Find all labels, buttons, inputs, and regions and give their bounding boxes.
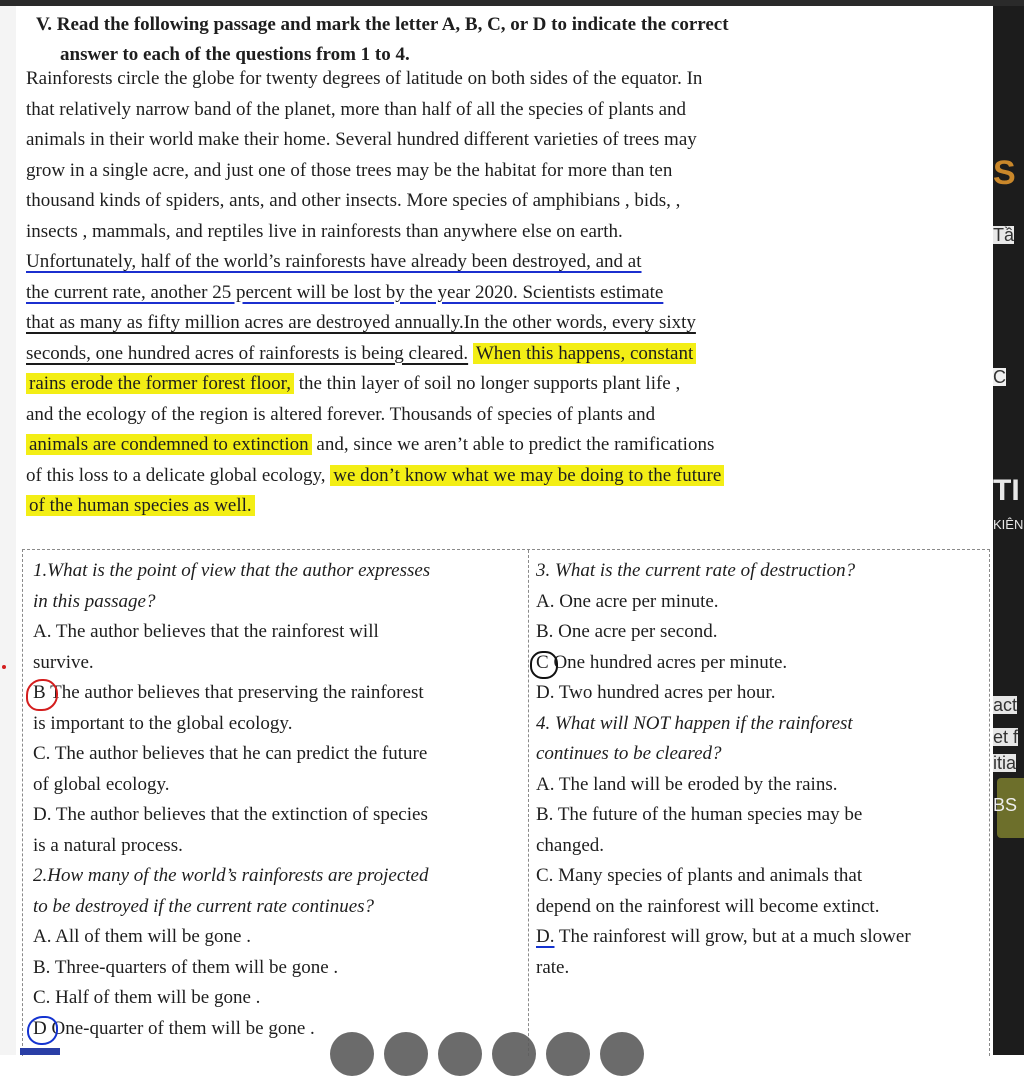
passage-line: Rainforests circle the globe for twenty degrees of latitude on both sides of the equator. In: [26, 68, 703, 89]
passage-line: insects , mammals, and reptiles live in rainforests than anywhere else on earth.: [26, 220, 623, 242]
column-divider: [528, 550, 529, 1056]
edge-text-fragment: C: [993, 367, 1006, 387]
edge-text-fragment: KIÊN: [993, 517, 1024, 532]
passage-line: grow in a single acre, and just one of those trees may be the habitat for more than ten: [26, 159, 673, 181]
highlighted-phrase: rains erode the former forest floor,: [26, 373, 294, 394]
toolbar-button[interactable]: [600, 1032, 644, 1076]
highlighted-phrase: When this happens, constant: [473, 343, 696, 364]
passage-line-underlined: Unfortunately, half of the world’s rainforests have already been destroyed, and at: [26, 251, 642, 272]
q2-option-b: B. Three-quarters of them will be gone .: [33, 956, 339, 978]
highlighted-phrase: we don’t know what we may be doing to the future: [330, 465, 724, 486]
passage-text: of this loss to a delicate global ecology,: [26, 464, 331, 486]
question-1-stem: 1.What is the point of view that the author expresses: [33, 560, 431, 581]
passage-line-underlined: the current rate, another 25 percent will be lost by the year 2020. Scientists estimate: [26, 281, 664, 303]
exercise-heading: [36, 10, 896, 70]
toolbar-button[interactable]: [546, 1032, 590, 1076]
reading-passage: [26, 64, 886, 522]
left-gutter: [0, 6, 16, 1055]
edge-text-fragment: S: [993, 154, 1016, 192]
q1-option-a: survive.: [33, 651, 94, 673]
question-3-stem: 3. What is the current rate of destruction?: [536, 560, 856, 581]
q3-option-d: D. Two hundred acres per hour.: [536, 682, 776, 703]
floating-toolbar: [330, 1032, 660, 1055]
questions-right-column: [536, 556, 988, 983]
edge-text-fragment: TI: [993, 474, 1020, 507]
q3-option-c: [536, 648, 988, 679]
q1-option-b-text: The author believes that preserving the rainforest: [45, 682, 424, 703]
questions-table: [22, 549, 990, 1056]
highlighted-phrase: of the human species as well.: [26, 495, 255, 516]
black-circle-mark: [530, 651, 558, 679]
highlighted-phrase: animals are condemned to extinction: [26, 434, 312, 455]
passage-line: [26, 339, 886, 370]
q4-option-c: C. Many species of plants and animals that: [536, 865, 863, 886]
q2-answer-mark: [33, 1014, 47, 1045]
document-page: [16, 6, 993, 1055]
q4-option-b: B. The future of the human species may be: [536, 804, 863, 825]
q4-option-d: [536, 922, 988, 953]
edge-text-fragment: et f: [993, 727, 1019, 747]
passage-line: thousand kinds of spiders, ants, and other insects. More species of amphibians , bids, ,: [26, 190, 681, 211]
q4-option-b: changed.: [536, 834, 605, 856]
passage-line: [26, 369, 886, 400]
q3-option-b: B. One acre per second.: [536, 621, 718, 642]
passage-line-underlined: that as many as fifty million acres are destroyed annually.In the other words, every sixty: [26, 312, 696, 333]
q2-option-a: A. All of them will be gone .: [33, 926, 251, 947]
edge-text-fragment: Tầ: [993, 225, 1015, 245]
question-2-stem: to be destroyed if the current rate continues?: [33, 895, 375, 917]
bottom-blue-strip: [20, 1048, 60, 1055]
passage-line: animals in their world make their home. Several hundred different varieties of trees may: [26, 129, 697, 150]
questions-left-column: [33, 556, 523, 1044]
edge-text-fragment: BS: [993, 795, 1018, 815]
heading-line-1: V. Read the following passage and mark the letter A, B, C, or D to indicate the correct: [36, 14, 729, 35]
toolbar-button[interactable]: [438, 1032, 482, 1076]
edge-text-fragment: act: [993, 695, 1018, 715]
q1-option-b: is important to the global ecology.: [33, 712, 293, 734]
q4-option-c: depend on the rainforest will become extinct.: [536, 895, 880, 917]
q1-option-a: A. The author believes that the rainforest will: [33, 621, 379, 642]
passage-line: [26, 461, 886, 492]
q1-option-d: D. The author believes that the extinction of species: [33, 804, 428, 825]
q4-option-a: A. The land will be eroded by the rains.: [536, 773, 838, 795]
question-2-stem: 2.How many of the world’s rainforests are projected: [33, 865, 429, 886]
q2-option-d-letter: D: [33, 1017, 47, 1039]
q3-option-a: A. One acre per minute.: [536, 590, 719, 612]
q1-option-c: C. The author believes that he can predict the future: [33, 743, 428, 764]
toolbar-button[interactable]: [492, 1032, 536, 1076]
stray-red-mark: [2, 665, 6, 669]
blue-circle-mark: [27, 1016, 58, 1045]
heading-line-2: answer to each of the questions from 1 to 4.: [60, 44, 410, 65]
underlined-phrase: seconds, one hundred acres of rainforests is being cleared.: [26, 342, 469, 364]
q2-option-c: C. Half of them will be gone .: [33, 987, 261, 1008]
toolbar-button[interactable]: [384, 1032, 428, 1076]
q4-answer-mark: D.: [536, 926, 555, 947]
passage-line: that relatively narrow band of the planet, more than half of all the species of plants and: [26, 98, 687, 120]
q1-option-b-letter: B: [33, 682, 46, 703]
q4-option-d: rate.: [536, 956, 570, 978]
background-window-edge: [993, 6, 1024, 1055]
q3-option-c-letter: C: [536, 651, 549, 673]
q1-option-d: is a natural process.: [33, 834, 183, 856]
passage-line: [26, 430, 886, 461]
red-circle-mark: [26, 679, 58, 711]
q4-option-d-text: The rainforest will grow, but at a much slower: [554, 926, 911, 947]
passage-text: and, since we aren’t able to predict the ramifications: [311, 434, 715, 455]
passage-text: the thin layer of soil no longer supports plant life ,: [293, 373, 681, 394]
passage-line: [26, 491, 886, 522]
passage-line: and the ecology of the region is altered forever. Thousands of species of plants and: [26, 403, 656, 425]
question-4-stem: 4. What will NOT happen if the rainforest: [536, 712, 853, 734]
toolbar-button[interactable]: [330, 1032, 374, 1076]
q2-option-d-text: One-quarter of them will be gone .: [46, 1017, 315, 1039]
question-1-stem: in this passage?: [33, 590, 156, 612]
q1-option-b: [33, 678, 523, 709]
q3-option-c-text: One hundred acres per minute.: [548, 651, 788, 673]
q3-answer-mark: [536, 648, 549, 679]
edge-text-fragment: itia: [993, 753, 1017, 773]
question-4-stem: continues to be cleared?: [536, 743, 722, 764]
q1-option-c: of global ecology.: [33, 773, 170, 795]
q1-answer-mark: [33, 678, 46, 709]
